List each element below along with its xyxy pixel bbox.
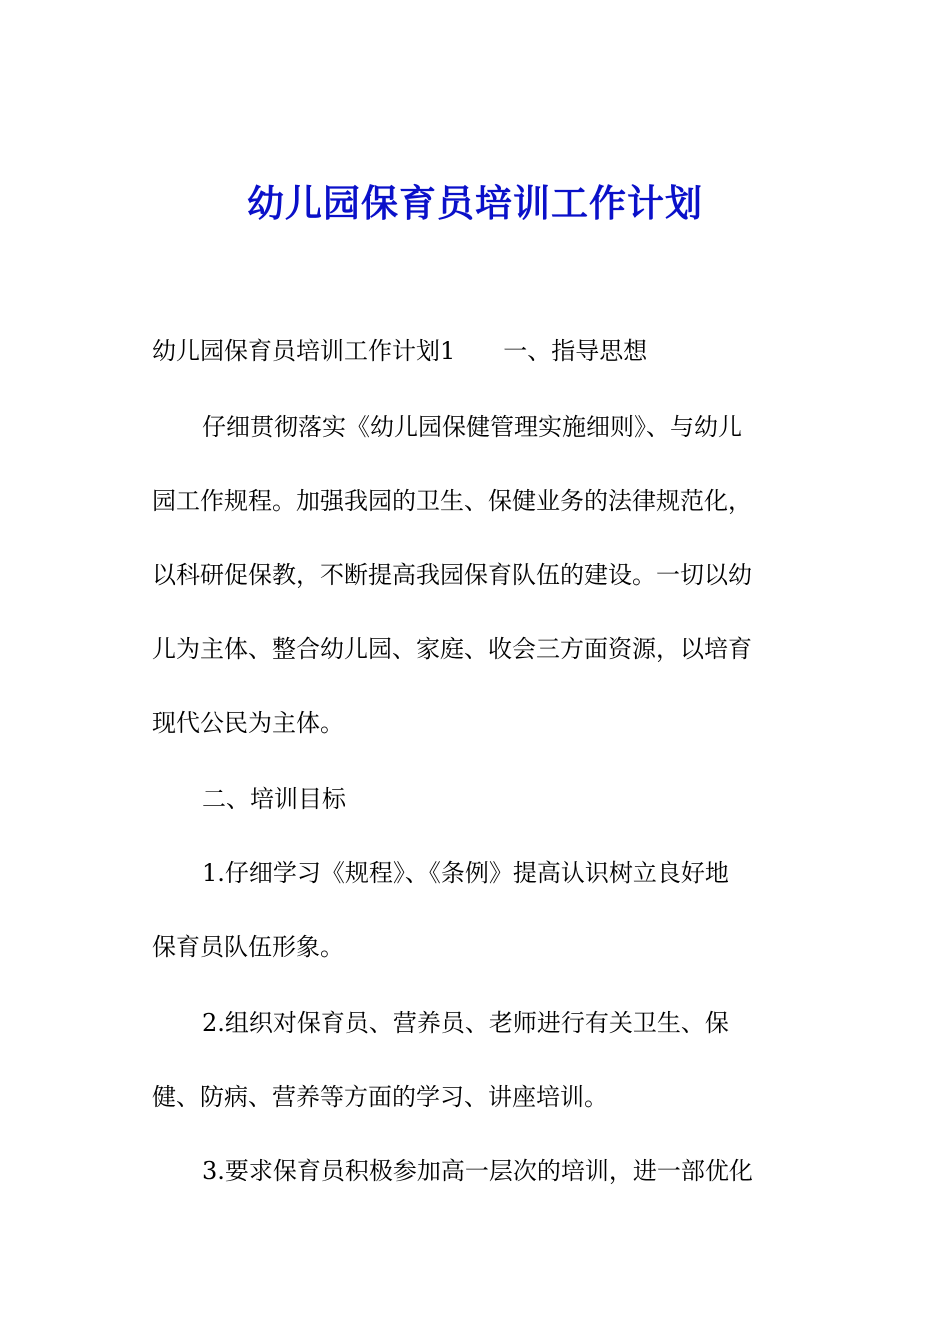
heading-line bbox=[152, 334, 647, 368]
list-item-line: 1.仔细学习《规程》、《条例》提高认识树立良好地 bbox=[202, 859, 729, 887]
paragraph-line: 仔细贯彻落实《幼儿园保健管理实施细则》、与幼儿 bbox=[202, 413, 742, 441]
list-item-line: 2.组织对保育员、营养员、老师进行有关卫生、保 bbox=[202, 1009, 729, 1037]
paragraph-line: 园工作规程。加强我园的卫生、保健业务的法律规范化， bbox=[152, 487, 752, 515]
list-item-line: 健、防病、营养等方面的学习、讲座培训。 bbox=[152, 1083, 608, 1111]
list-item-line: 保育员队伍形象。 bbox=[152, 933, 344, 961]
paragraph-line: 儿为主体、整合幼儿园、家庭、收会三方面资源，以培育 bbox=[152, 635, 752, 663]
plan-number-heading: 幼儿园保育员培训工作计划1 bbox=[152, 337, 456, 365]
section-1-heading: 一、指导思想 bbox=[503, 337, 648, 365]
section-2-heading: 二、培训目标 bbox=[202, 785, 346, 813]
paragraph-line: 以科研促保教，不断提高我园保育队伍的建设。一切以幼 bbox=[152, 561, 752, 589]
list-item-line: 3.要求保育员积极参加高一层次的培训，进一部优化 bbox=[202, 1157, 753, 1185]
paragraph-line: 现代公民为主体。 bbox=[152, 709, 344, 737]
document-title: 幼儿园保育员培训工作计划 bbox=[247, 181, 703, 225]
